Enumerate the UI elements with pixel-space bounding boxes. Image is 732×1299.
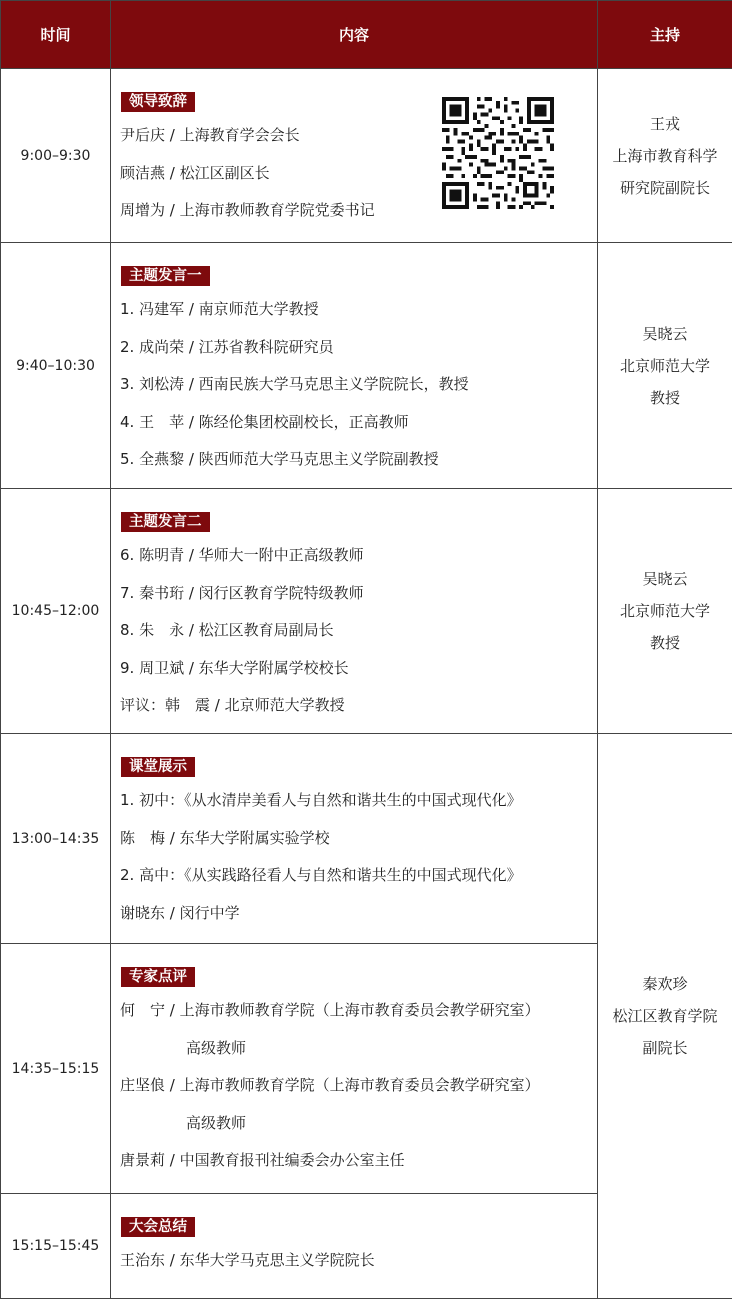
session-content xyxy=(111,489,598,734)
speaker-line: 6. 陈明青 / 华师大一附中正高级教师 xyxy=(120,546,364,564)
host-title: 教授 xyxy=(649,634,680,652)
session-time: 13:00–14:35 xyxy=(1,734,111,944)
host-title: 研究院副院长 xyxy=(619,178,710,197)
session-host xyxy=(598,69,732,243)
host-title: 副院长 xyxy=(642,1039,688,1057)
session-content xyxy=(111,243,598,489)
speaker-line: 王治东 / 东华大学马克思主义学院院长 xyxy=(120,1251,375,1269)
speaker-line: 周增为 / 上海市教师教育学院党委书记 xyxy=(120,201,375,219)
speaker-line: 尹后庆 / 上海教育学会会长 xyxy=(120,126,300,144)
speaker-line: 7. 秦书珩 / 闵行区教育学院特级教师 xyxy=(120,583,364,602)
session-content xyxy=(111,734,598,944)
speaker-line: 4. 王 苹 / 陈经伦集团校副校长，正高教师 xyxy=(120,412,409,431)
host-org: 北京师范大学 xyxy=(619,356,710,375)
speaker-line: 唐景莉 / 中国教育报刊社编委会办公室主任 xyxy=(120,1151,405,1169)
speaker-line: 评议：韩 震 / 北京师范大学教授 xyxy=(120,696,345,714)
session-row xyxy=(1,69,732,243)
host-name: 吴晓云 xyxy=(642,570,688,588)
header-content: 内容 xyxy=(111,1,598,69)
session-time: 14:35–15:15 xyxy=(1,944,111,1194)
speaker-line: 9. 周卫斌 / 东华大学附属学校校长 xyxy=(120,658,349,677)
speaker-line: 2. 成尚荣 / 江苏省教科院研究员 xyxy=(120,337,334,356)
speaker-line: 1. 初中：《从水清岸美看人与自然和谐共生的中国式现代化》 xyxy=(120,791,522,809)
speaker-line: 8. 朱 永 / 松江区教育局副局长 xyxy=(120,621,334,639)
speaker-line: 谢晓东 / 闵行中学 xyxy=(120,903,240,922)
session-row xyxy=(1,243,732,489)
session-tag: 主题发言二 xyxy=(121,512,210,532)
host-title: 教授 xyxy=(649,388,680,407)
session-tag: 领导致辞 xyxy=(121,92,195,112)
session-time: 9:40–10:30 xyxy=(1,243,111,489)
host-name: 王戎 xyxy=(649,114,680,133)
host-org: 松江区教育学院 xyxy=(612,1007,718,1025)
qr-code-icon xyxy=(439,97,557,209)
session-row xyxy=(1,734,732,944)
session-content xyxy=(111,1194,598,1299)
session-tag: 专家点评 xyxy=(121,967,195,987)
host-org: 上海市教育科学 xyxy=(612,146,718,165)
session-content xyxy=(111,69,598,243)
session-host xyxy=(598,243,732,489)
speaker-line: 2. 高中：《从实践路径看人与自然和谐共生的中国式现代化》 xyxy=(120,866,522,884)
session-time: 9:00–9:30 xyxy=(1,69,111,243)
session-time: 15:15–15:45 xyxy=(1,1194,111,1299)
speaker-line: 3. 刘松涛 / 西南民族大学马克思主义学院院长，教授 xyxy=(120,375,469,393)
session-tag: 主题发言一 xyxy=(121,266,210,286)
speaker-line: 顾洁燕 / 松江区副区长 xyxy=(120,163,270,182)
speaker-line: 何 宁 / 上海市教师教育学院（上海市教育委员会教学研究室） xyxy=(120,1001,540,1019)
speaker-line: 5. 全燕黎 / 陕西师范大学马克思主义学院副教授 xyxy=(120,450,439,468)
host-name: 吴晓云 xyxy=(642,324,688,343)
speaker-line: 1. 冯建军 / 南京师范大学教授 xyxy=(120,300,319,318)
speaker-line: 高级教师 xyxy=(186,1113,247,1132)
host-name: 秦欢珍 xyxy=(642,975,688,993)
speaker-line: 庄坚俍 / 上海市教师教育学院（上海市教育委员会教学研究室） xyxy=(120,1076,540,1094)
session-tag: 课堂展示 xyxy=(121,757,195,777)
header-time: 时间 xyxy=(1,1,111,69)
session-content xyxy=(111,944,598,1194)
session-tag: 大会总结 xyxy=(121,1217,195,1237)
host-org: 北京师范大学 xyxy=(619,602,710,620)
speaker-line: 陈 梅 / 东华大学附属实验学校 xyxy=(120,828,330,847)
shared-host xyxy=(598,734,732,1299)
header-row xyxy=(1,1,732,69)
speaker-line: 高级教师 xyxy=(186,1038,247,1057)
session-row xyxy=(1,489,732,734)
session-host xyxy=(598,489,732,734)
session-time: 10:45–12:00 xyxy=(1,489,111,734)
header-host: 主持 xyxy=(598,1,732,69)
